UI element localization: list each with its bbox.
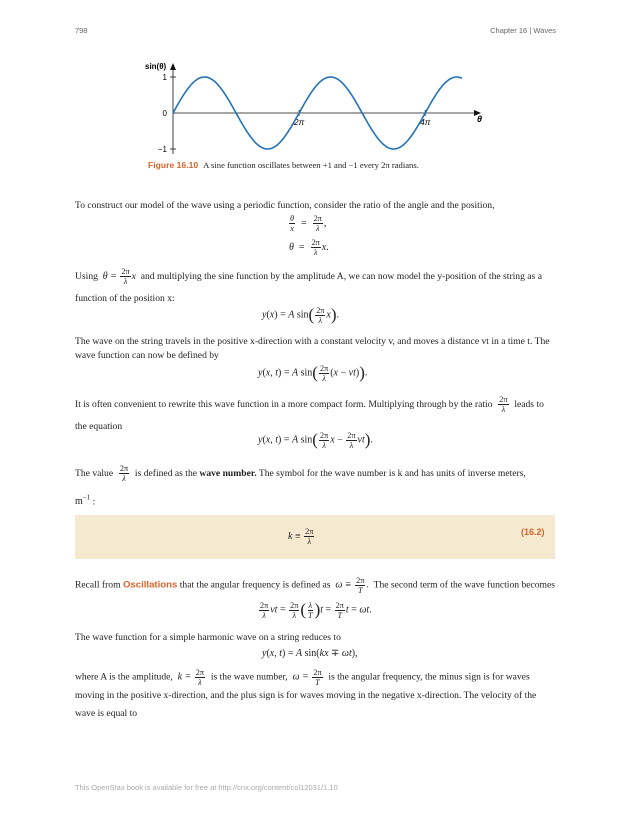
page-number: 798	[75, 26, 88, 35]
paragraph-definitions: where A is the amplitude, k = $\frac{2\pi}{\lambda}$ is the wave number, ω = $\frac{2\pi}{T}$ is the angular frequency, the minus sign is for waves moving in the positive x-direction, and the plus sign is for waves moving in the negative x-direction. The velocity of the wave is equal to	[75, 668, 537, 719]
y-tick-label: 0	[162, 109, 167, 118]
x-axis-label: θ	[477, 114, 483, 124]
equation-k: k ≡ $\frac{2\pi}{\lambda}$	[288, 527, 314, 546]
equation-yxt-1: y(x, t) = A sin( $\frac{2\pi}{\lambda}$ (x − vt)).	[258, 363, 368, 383]
paragraph-wave-number: The value $\frac{2\pi}{\lambda}$ is defined as the wave number. The symbol for the wave number is k and has units of inverse meters, $m^{-1}$ :	[75, 464, 526, 508]
x-tick-label: 2π	[293, 117, 305, 127]
equation-omega-t: $\frac{2\pi}{\lambda}$ vt = $\frac{2\pi}{\lambda}$ ( $\frac{\lambda}{T}$ )t = $\frac{2\pi}{T}$ t = ωt.	[260, 600, 372, 620]
equation-harmonic: y(x, t) = A sin(kx ∓ ωt),	[262, 648, 358, 659]
figure-label: Figure 16.10	[148, 160, 199, 170]
y-axis-label: sin(θ)	[145, 62, 167, 71]
caption-text: A sine function oscillates between +1 and −1 every 2π radians.	[203, 160, 419, 170]
paragraph-compact: It is often convenient to rewrite this wave function in a more compact form. Multiplying through by the ratio $\frac{2\pi}{\lambda}$ leads to the equation	[75, 395, 544, 432]
link-oscillations[interactable]: Oscillations	[122, 579, 178, 591]
equation-ratio: $\frac{\theta}{x}$ = $\frac{2\pi}{\lambda}$ ,	[290, 214, 327, 233]
paragraph-ratio: To construct our model of the wave using a periodic function, consider the ratio of the angle and the position,	[75, 200, 495, 211]
y-tick-label: −1	[157, 145, 167, 154]
figure-caption	[148, 160, 419, 170]
paragraph-using: Using θ = $\frac{2\pi}{\lambda}$ x and multiplying the sine function by the amplitude A, we can now model the y-position of the string as a function of the position x:	[75, 267, 542, 304]
equation-theta: θ = $\frac{2\pi}{\lambda}$ x.	[289, 238, 329, 257]
paragraph-travels: The wave on the string travels in the positive x-direction with a constant velocity v, and moves a distance vt in a time t. The wave function can now be defined by	[75, 336, 550, 361]
equation-yxt-2: y(x, t) = A sin( $\frac{2\pi}{\lambda}$ x − $\frac{2\pi}{\lambda}$ vt).	[258, 430, 373, 450]
equation-yx: y(x) = A sin( $\frac{2\pi}{\lambda}$ x).	[262, 305, 340, 325]
paragraph-angular: Recall from Oscillations that the angular frequency is defined as ω ≡ $\frac{2\pi}{T}$ . The second term of the wave function becomes	[75, 576, 556, 595]
paragraph-reduces: The wave function for a simple harmonic wave on a string reduces to	[75, 632, 341, 643]
chapter-title: Chapter 16 | Waves	[490, 26, 556, 35]
y-axis-arrow	[170, 63, 176, 70]
equation-number: (16.2)	[521, 527, 545, 537]
footer-note: This OpenStax book is available for free at http://cnx.org/content/col12031/1.10	[75, 783, 338, 792]
term-wave-number: wave number.	[199, 468, 257, 479]
sine-chart	[140, 56, 490, 156]
y-tick-label: 1	[162, 73, 167, 82]
x-tick-label: 4π	[419, 117, 431, 127]
